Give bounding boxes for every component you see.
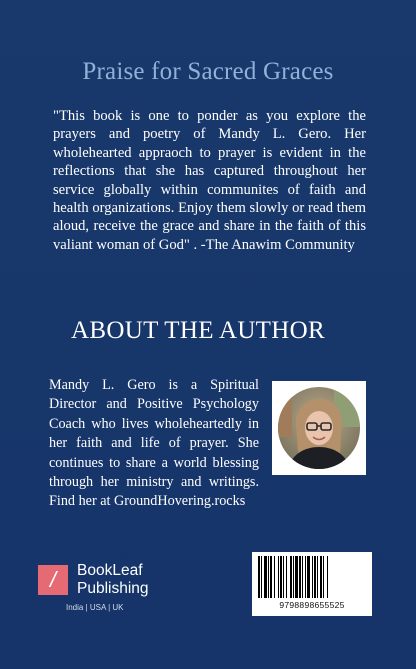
publisher-regions: India | USA | UK bbox=[66, 603, 124, 612]
publisher-logo bbox=[38, 560, 198, 620]
praise-quote: "This book is one to ponder as you explore the prayers and poetry of Mandy L. Gero. Her wholehearted appraoch to prayer is evident in the reflections that she has captured throughout her service globally within communites of faith and health organizations. Enjoy them slowly or read them aloud, receive the grace and share in the faith of this valiant woman of God" . -The Anawim Community bbox=[53, 108, 366, 253]
publisher-mark-icon: / bbox=[38, 565, 68, 595]
publisher-name-line1: BookLeaf bbox=[77, 562, 143, 579]
about-author-heading: ABOUT THE AUTHOR bbox=[71, 317, 325, 344]
author-photo bbox=[278, 387, 360, 469]
publisher-name-line2: Publishing bbox=[77, 579, 149, 597]
isbn-number: 9798898655525 bbox=[279, 600, 345, 610]
barcode-bars-icon bbox=[257, 556, 367, 598]
praise-heading: Praise for Sacred Graces bbox=[82, 58, 334, 85]
publisher-name bbox=[77, 562, 207, 597]
author-bio: Mandy L. Gero is a Spiritual Director and Positive Psychology Coach who lives wholeheartedly in her faith and life of prayer. She continues to share a world blessing through her ministry and writings. Find her at GroundHovering.rocks bbox=[49, 377, 259, 510]
isbn-barcode bbox=[252, 552, 372, 616]
author-photo-frame bbox=[272, 381, 366, 475]
